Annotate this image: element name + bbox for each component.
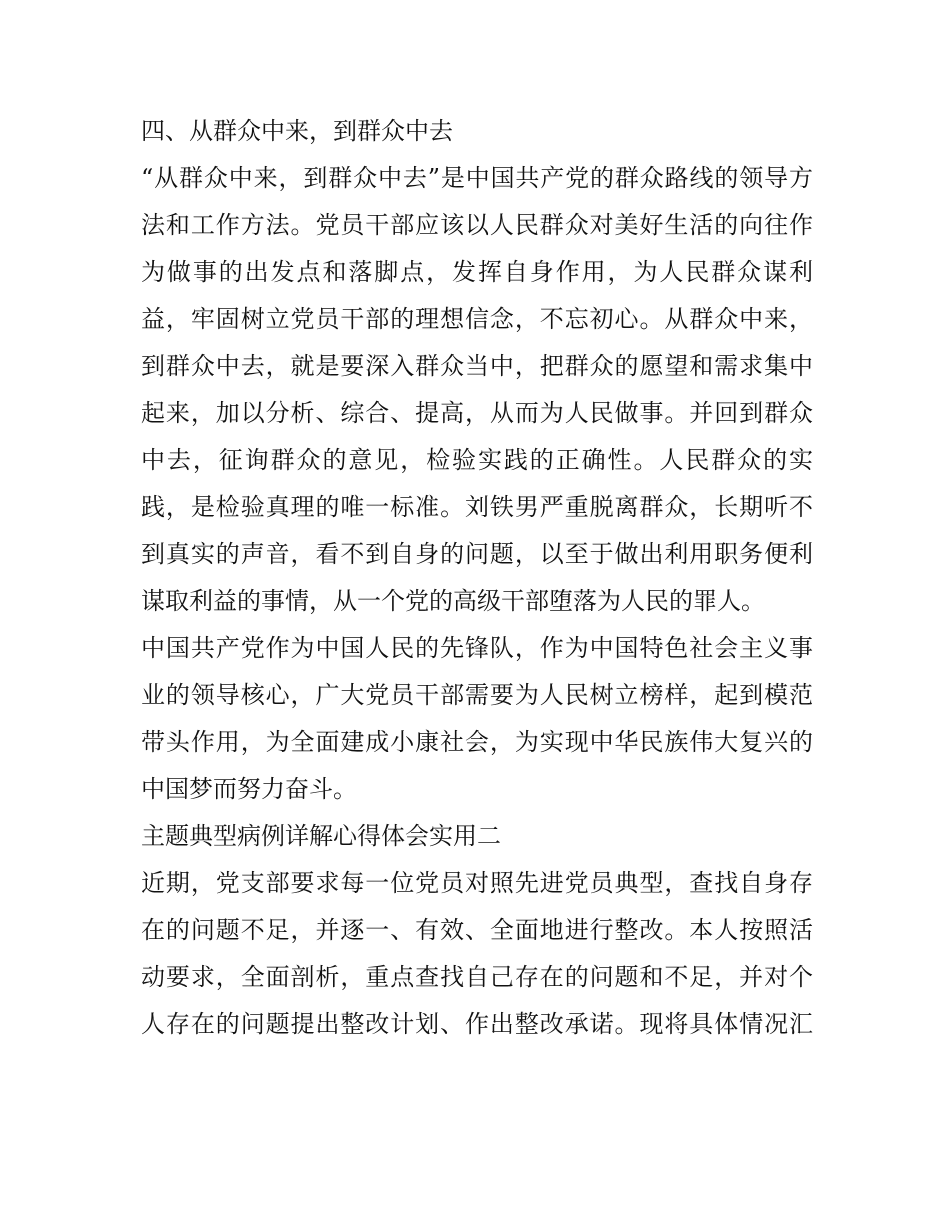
text-line: 中去，征询群众的意见，检验实践的正确性。人民群众的实: [141, 446, 813, 474]
text-line: 在的问题不足，并逐一、有效、全面地进行整改。本人按照活: [141, 916, 813, 944]
text-line: 到群众中去，就是要深入群众当中，把群众的愿望和需求集中: [141, 352, 813, 380]
text-line: 起来，加以分析、综合、提高，从而为人民做事。并回到群众: [141, 399, 813, 427]
text-line: 中国梦而努力奋斗。: [141, 775, 357, 803]
text-line: 近期，党支部要求每一位党员对照先进党员典型，查找自身存: [141, 869, 813, 897]
text-line: 到真实的声音，看不到自身的问题，以至于做出利用职务便利: [141, 540, 813, 568]
paragraph-rectification: [141, 860, 813, 1048]
paragraph-mass-line: [141, 155, 813, 625]
text-line: 法和工作方法。党员干部应该以人民群众对美好生活的向往作: [141, 211, 813, 239]
section-heading: 四、从群众中来，到群众中去: [141, 117, 453, 145]
text-line: 带头作用，为全面建成小康社会，为实现中华民族伟大复兴的: [141, 728, 813, 756]
document-body: [141, 108, 813, 1048]
subtitle: 主题典型病例详解心得体会实用二: [141, 822, 501, 850]
text-line: 践，是检验真理的唯一标准。刘铁男严重脱离群众，长期听不: [141, 493, 813, 521]
text-line: 中国共产党作为中国人民的先锋队，作为中国特色社会主义事: [141, 634, 813, 662]
text-line: “从群众中来，到群众中去”是中国共产党的群众路线的领导方: [141, 164, 813, 192]
text-line: 业的领导核心，广大党员干部需要为人民树立榜样，起到模范: [141, 681, 813, 709]
text-line: 益，牢固树立党员干部的理想信念，不忘初心。从群众中来，: [141, 305, 813, 333]
text-line: 人存在的问题提出整改计划、作出整改承诺。现将具体情况汇: [141, 1010, 813, 1038]
text-line: 为做事的出发点和落脚点，发挥自身作用，为人民群众谋利: [141, 258, 813, 286]
paragraph-vanguard: [141, 625, 813, 813]
text-line: 谋取利益的事情，从一个党的高级干部堕落为人民的罪人。: [141, 587, 765, 615]
text-line: 动要求，全面剖析，重点查找自己存在的问题和不足，并对个: [141, 963, 813, 991]
